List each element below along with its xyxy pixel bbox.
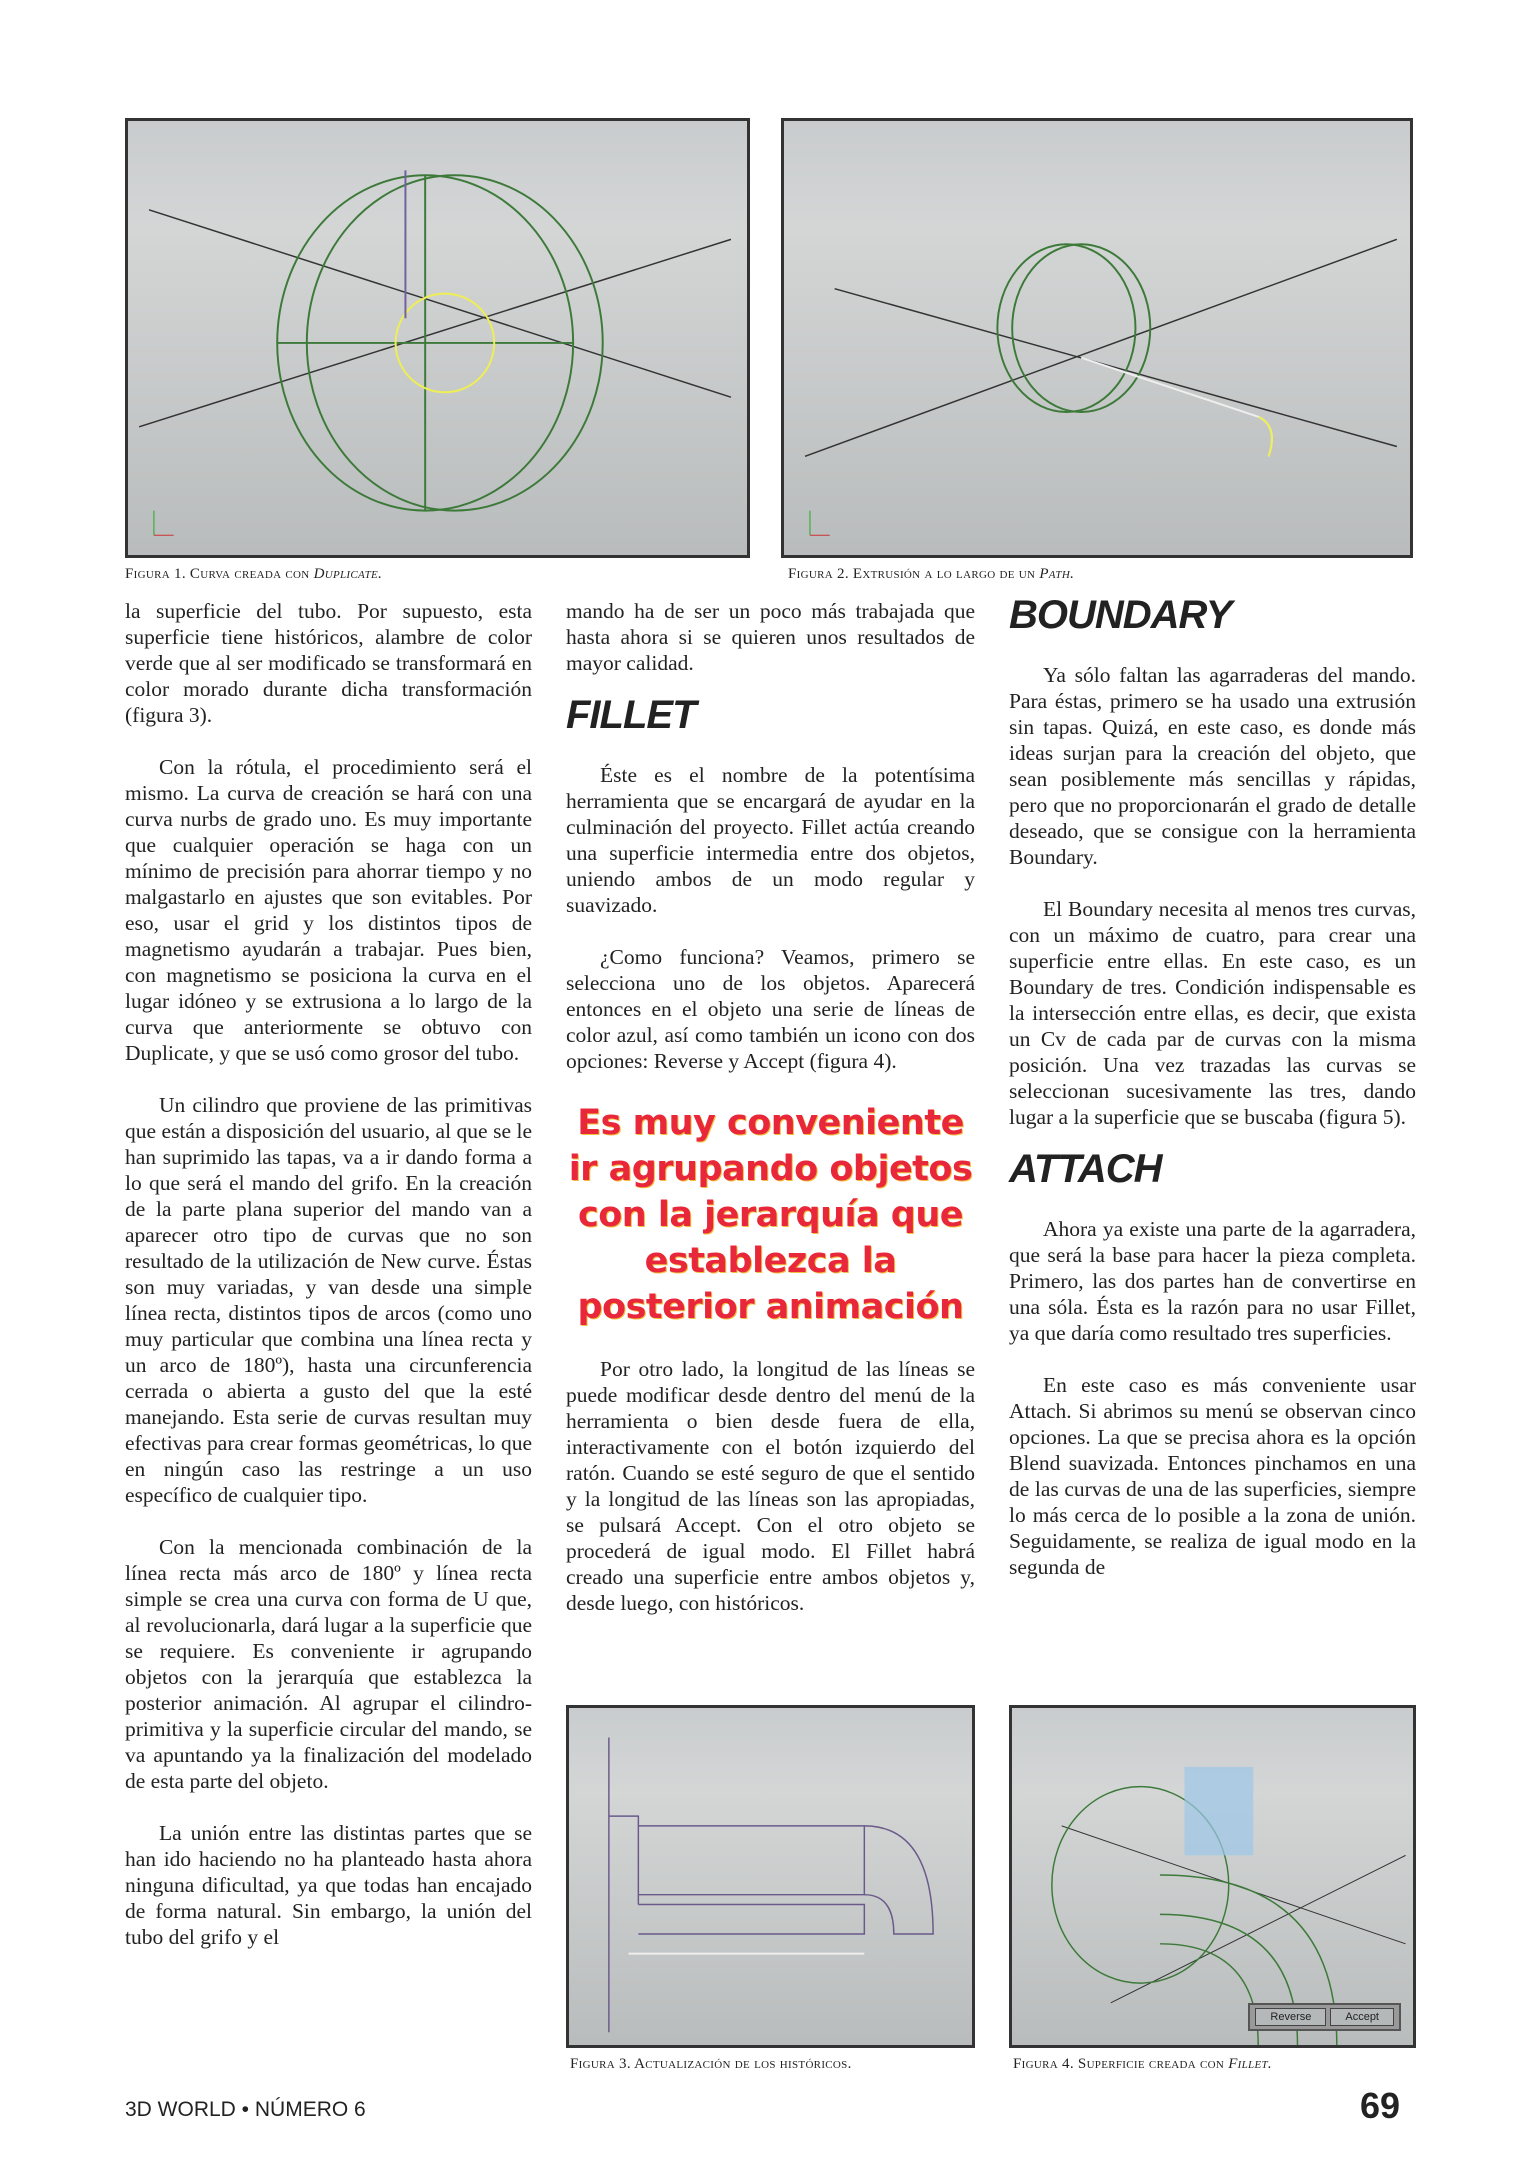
fillet-options: [1248, 2003, 1401, 2031]
pull-quote: Es muy conveniente ir agrupando objetos con la jerarquía que establezca la posterior animación: [568, 1103, 973, 1327]
figure-2-image: [781, 118, 1413, 558]
column-2: [566, 598, 975, 1642]
column-3: [1009, 592, 1416, 1606]
paragraph: la superficie del tubo. Por supuesto, esta superficie tiene históricos, alambre de color verde que al ser modificado se transformará en color morado durante dicha transformación (figura 3).: [125, 599, 532, 727]
accept-button[interactable]: Accept: [1330, 2008, 1394, 2026]
page-number: 69: [1360, 2085, 1401, 2126]
figure-3-image: [566, 1705, 975, 2048]
paragraph: mando ha de ser un poco más trabajada que hasta ahora si se quieren unos resultados de mayor calidad.: [566, 599, 975, 675]
paragraph: En este caso es más conveniente usar Attach. Si abrimos su menú se observan cinco opciones. La que se precisa ahora es la opción Blend suavizada. Entonces pinchamos en una de las curvas de una de las superficies, siempre lo más cerca de lo posible a la zona de unión. Seguidamente, se realiza de igual modo en la segunda de: [1009, 1373, 1416, 1579]
paragraph: Con la rótula, el procedimiento será el mismo. La curva de creación se hará con una curva nurbs de grado uno. Es muy importante que cualquier operación se haga con un mínimo de precisión para ahorrar tiempo y no malgastarlo en ajustes que son evitables. Por eso, usar el grid y los distintos tipos de magnetismo ayudarán a trabajar. Pues bien, con magnetismo se posiciona la curva en el lugar idóneo y se extrusiona a lo largo de la curva que anteriormente se obtuvo con Duplicate, y que se usó como grosor del tubo.: [125, 755, 532, 1065]
paragraph: El Boundary necesita al menos tres curvas, con un máximo de cuatro, para crear una superficie entre ellas. En este caso, es un Boundary de tres. Condición indispensable es la intersección entre ellas, es decir, que exista un Cv de cada par de curvas con la misma posición. Una vez trazadas las curvas se seleccionan sucesivamente las tres, dando lugar a la superficie que se buscaba (figura 5).: [1009, 897, 1416, 1129]
figure-4-caption: Figura 4. Superficie creada con Fillet.: [1013, 2056, 1272, 2072]
paragraph: Éste es el nombre de la potentísima herramienta que se encargará de ayudar en la culminación del proyecto. Fillet actúa creando una superficie intermedia entre dos objetos, uniendo ambos de un modo regular y suavizado.: [566, 763, 975, 917]
paragraph: Con la mencionada combinación de la línea recta más arco de 180º y línea recta simple se crea una curva con forma de U que, al revolucionarla, dará lugar a la superficie que se requiere. Es conveniente ir agrupando objetos con la jerarquía que establezca la posterior animación. Al agrupar el cilindro-primitiva y la superficie circular del mando, se va apuntando ya la finalización del modelado de esta parte del objeto.: [125, 1535, 532, 1793]
figure-1-image: [125, 118, 750, 558]
figure-1-caption: Figura 1. Curva creada con Duplicate.: [125, 566, 383, 582]
paragraph: Un cilindro que proviene de las primitivas que están a disposición del usuario, al que se le han suprimido las tapas, va a ir dando forma a lo que será el mando del grifo. En la creación de la parte plana superior del mando van a aparecer otro tipo de curvas que no son resultado de la utilización de New curve. Éstas son muy variadas, y van desde una simple línea recta, distintos tipos de arcos (como uno muy particular que combina una línea recta y un arco de 180º), hasta una circunferencia cerrada o abierta a gusto del que la esté manejando. Esta serie de curvas resultan muy efectivas para crear formas geométricas, lo que en ningún caso las restringe a un uso específico de cualquier tipo.: [125, 1093, 532, 1507]
reverse-button[interactable]: Reverse: [1255, 2008, 1326, 2026]
paragraph: ¿Como funciona? Veamos, primero se selecciona uno de los objetos. Aparecerá entonces en el objeto una serie de líneas de color azul, así como también un icono con dos opciones: Reverse y Accept (figura 4).: [566, 945, 975, 1073]
magazine-footer: 3D WORLD • NÚMERO 6: [125, 2098, 366, 2121]
paragraph: Por otro lado, la longitud de las líneas se puede modificar desde dentro del menú de la herramienta o bien desde fuera de ella, interactivamente con el botón izquierdo del ratón. Cuando se esté seguro de que el sentido y la longitud de las líneas son las apropiadas, se pulsará Accept. Con el otro objeto se procederá de igual modo. El Fillet habrá creado una superficie entre ambos objetos y, desde luego, con históricos.: [566, 1357, 975, 1615]
figure-4-image: [1009, 1705, 1416, 2048]
paragraph: La unión entre las distintas partes que se han ido haciendo no ha planteado hasta ahora ninguna dificultad, ya que todas han encajado de forma natural. Sin embargo, la unión del tubo del grifo y el: [125, 1821, 532, 1949]
paragraph: Ya sólo faltan las agarraderas del mando. Para éstas, primero se ha usado una extrusión sin tapas. Quizá, en este caso, es donde más ideas surjan para la creación del objeto, que sean posiblemente más sencillas y rápidas, pero que no proporcionarán el grado de detalle deseado, que se consigue con la herramienta Boundary.: [1009, 663, 1416, 869]
paragraph: Ahora ya existe una parte de la agarradera, que será la base para hacer la pieza completa. Primero, las dos partes han de convertirse en una sóla. Ésta es la razón para no usar Fillet, ya que daría como resultado tres superficies.: [1009, 1217, 1416, 1345]
section-heading-attach: ATTACH: [1009, 1147, 1162, 1191]
column-1: [125, 598, 532, 1976]
figure-2-caption: Figura 2. Extrusión a lo largo de un Path.: [788, 566, 1075, 582]
section-heading-boundary: BOUNDARY: [1009, 593, 1232, 637]
section-heading-fillet: FILLET: [566, 693, 696, 737]
figure-3-caption: Figura 3. Actualización de los históricos.: [570, 2056, 852, 2072]
